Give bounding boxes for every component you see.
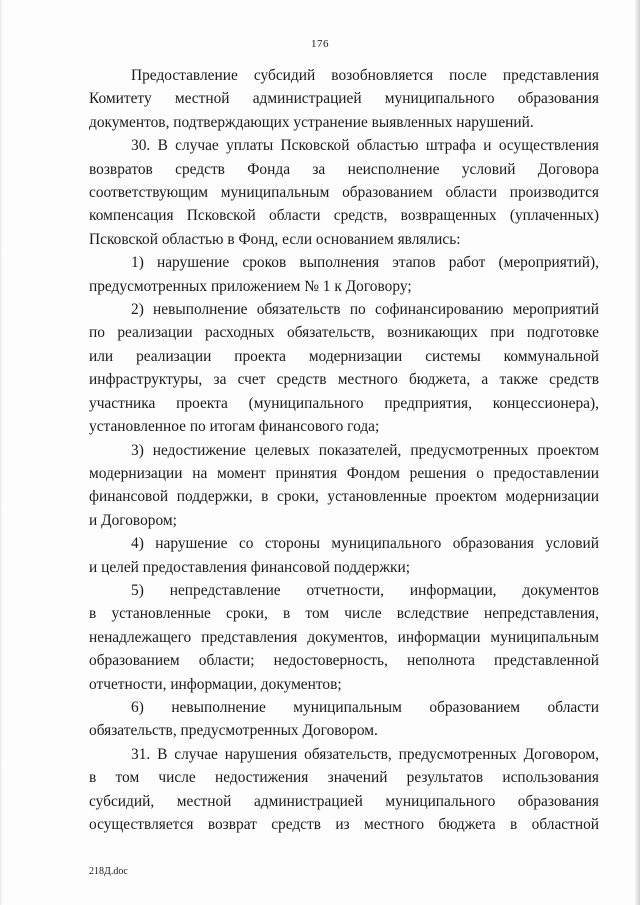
text-line: 6) невыполнение муниципальным образованием области <box>131 698 599 716</box>
text-line: образованием области; недостоверность, неполнота представленной <box>89 652 599 670</box>
text-line: ненадлежащего представления документов, информации муниципальным <box>89 628 599 646</box>
text-line: 2) невыполнение обязательств по софинансированию мероприятий <box>131 301 599 319</box>
text-line: финансовой поддержки, в сроки, установленные проектом модернизации <box>89 488 599 506</box>
text-line: Псковской областью в Фонд, если основанием являлись: <box>89 230 461 248</box>
text-line: 4) нарушение со стороны муниципального образования условий <box>131 535 599 553</box>
text-line: документов, подтверждающих устранение выявленных нарушений. <box>89 113 534 131</box>
text-line: Комитету местной администрацией муниципального образования <box>89 90 599 108</box>
paragraph-item-30 <box>89 134 599 251</box>
paragraph-continuation <box>89 64 599 134</box>
paragraph-subitem-3 <box>89 439 599 533</box>
text-line: модернизации на момент принятия Фондом решения о предоставлении <box>89 464 599 482</box>
text-line: участника проекта (муниципального предприятия, концессионера), <box>89 394 599 412</box>
text-line: и целей предоставления финансовой поддержки; <box>89 558 411 576</box>
text-line: соответствующим муниципальным образованием области производится <box>89 184 599 202</box>
body-text <box>89 64 599 836</box>
text-line: 5) непредставление отчетности, информации, документов <box>131 581 599 599</box>
text-line: или реализации проекта модернизации системы коммунальной <box>89 347 599 365</box>
text-line: предусмотренных приложением № 1 к Договору; <box>89 277 412 295</box>
text-line: 31. В случае нарушения обязательств, предусмотренных Договором, <box>131 745 599 763</box>
text-line: компенсация Псковской области средств, возвращенных (уплаченных) <box>89 207 599 225</box>
paragraph-subitem-4 <box>89 532 599 579</box>
paragraph-subitem-6 <box>89 696 599 743</box>
paragraph-subitem-2 <box>89 298 599 438</box>
page-left-edge <box>0 0 3 905</box>
paragraph-subitem-5 <box>89 579 599 696</box>
text-line: по реализации расходных обязательств, возникающих при подготовке <box>89 324 599 342</box>
text-line: и Договором; <box>89 511 177 529</box>
page-right-edge <box>634 0 640 905</box>
file-name-footer: 218Д.doc <box>89 866 128 877</box>
text-line: Предоставление субсидий возобновляется после представления <box>131 67 599 84</box>
text-line: в том числе недостижения значений результатов использования <box>89 769 599 787</box>
paragraph-item-31 <box>89 743 599 837</box>
text-line: осуществляется возврат средств из местного бюджета в областной <box>89 816 599 833</box>
text-line: 3) недостижение целевых показателей, предусмотренных проектом <box>131 441 599 459</box>
text-line: возвратов средств Фонда за неисполнение условий Договора <box>89 160 599 178</box>
text-line: обязательств, предусмотренных Договором. <box>89 722 378 740</box>
text-line: инфраструктуры, за счет средств местного бюджета, а также средств <box>89 371 599 389</box>
text-line: установленное по итогам финансового года; <box>89 418 380 436</box>
text-line: в установленные сроки, в том числе вследствие непредставления, <box>89 605 599 623</box>
text-line: субсидий, местной администрацией муниципального образования <box>89 792 599 810</box>
text-line: отчетности, информации, документов; <box>89 675 342 693</box>
page-number: 176 <box>311 38 329 50</box>
text-line: 1) нарушение сроков выполнения этапов работ (мероприятий), <box>131 254 599 272</box>
paragraph-subitem-1 <box>89 251 599 298</box>
text-line: 30. В случае уплаты Псковской областью штрафа и осуществления <box>131 137 599 155</box>
